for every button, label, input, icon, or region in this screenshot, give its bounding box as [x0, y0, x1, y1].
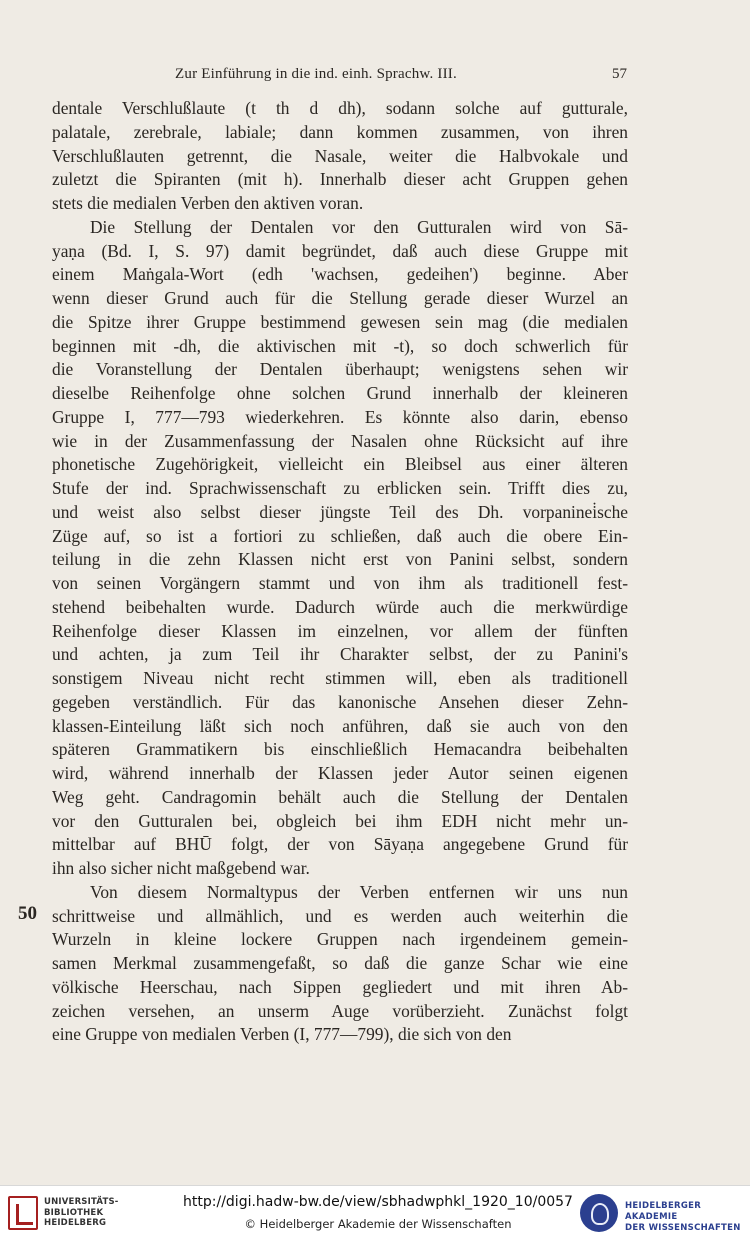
page-header [52, 66, 627, 88]
academy-logo[interactable] [580, 1192, 745, 1236]
text-line: zeichen versehen, an unserm Auge vorüberzieht. Zunächst folgt [52, 1000, 628, 1021]
copyright-notice: © Heidelberger Akademie der Wissenschaften [244, 1217, 512, 1231]
text-line: ihn also sicher nicht maßgebend war. [52, 858, 310, 878]
text-line: beginnen mit -dh, die aktivischen mit -t), so doch schwerlich für [52, 335, 628, 356]
text-line: einem Maṅgala-Wort (edh 'wachsen, gedeihen') beginne. Aber [52, 264, 628, 285]
academy-logo-line: HEIDELBERGER AKADEMIE [625, 1201, 702, 1222]
text-line: dentale Verschlußlaute (t th d dh), sodann solche auf gutturale, [52, 98, 628, 118]
text-line: die Spitze ihrer Gruppe bestimmend gewesen sein mag (die medialen [52, 311, 628, 332]
body-text [52, 97, 628, 1047]
library-logo-line: UNIVERSITÄTS- [44, 1197, 119, 1207]
text-line: und achten, ja zum Teil ihr Charakter selbst, der zu Panini's [52, 644, 628, 665]
text-line: Wurzeln in kleine lockere Gruppen nach irgendeinem gemein- [52, 929, 628, 950]
page-number: 57 [612, 66, 627, 82]
text-line: Weg geht. Candragomin behält auch die Stellung der Dentalen [52, 786, 628, 807]
text-line: Von diesem Normaltypus der Verben entfernen wir uns nun [90, 881, 628, 902]
text-line: gegeben verständlich. Für das kanonische Ansehen dieser Zehn- [52, 691, 628, 712]
text-line: Reihenfolge dieser Klassen im einzelnen, vor allem der fünften [52, 620, 628, 641]
text-line: wie in der Zusammenfassung der Nasalen ohne Rücksicht auf ihre [52, 430, 628, 451]
text-line: schrittweise und allmählich, und es werden auch weiterhin die [52, 905, 628, 926]
text-line: samen Merkmal zusammengefaßt, so daß die ganze Schar wie eine [52, 953, 628, 973]
text-line: wird, während innerhalb der Klassen jeder Autor seinen eigenen [52, 763, 628, 783]
academy-logo-line: DER WISSENSCHAFTEN [625, 1223, 741, 1233]
text-line: Stufe der ind. Sprachwissenschaft zu erblicken sein. Trifft dies zu, [52, 478, 628, 498]
library-logo-text [44, 1197, 119, 1229]
library-emblem-icon [8, 1196, 38, 1230]
text-line: klassen-Einteilung läßt sich noch anführen, daß sie auch von den [52, 715, 628, 736]
library-logo-line: HEIDELBERG [44, 1218, 107, 1228]
text-line: eine Gruppe von medialen Verben (I, 777—799), die sich von den [52, 1024, 512, 1045]
university-library-logo[interactable] [8, 1194, 138, 1234]
text-line: völkische Heerschau, nach Sippen gegliedert und mit ihren Ab- [52, 976, 628, 997]
text-line: mittelbar auf BHŪ folgt, der von Sāyaṇa angegebene Grund für [52, 834, 628, 855]
text-line: yaṇa (Bd. I, S. 97) damit begründet, daß auch diese Gruppe mit [52, 240, 628, 261]
text-line: vor den Gutturalen bei, obgleich bei ihm EDH nicht mehr un- [52, 810, 628, 831]
running-title: Zur Einführung in die ind. einh. Sprachw. III. [175, 66, 457, 82]
text-line: Züge auf, so ist a fortiori zu schließen, daß auch die obere Ein- [52, 525, 628, 546]
text-line: zuletzt die Spiranten (mit h). Innerhalb dieser acht Gruppen gehen [52, 169, 628, 190]
text-line: stehend beibehalten wurde. Dadurch würde auch die merkwürdige [52, 596, 628, 617]
text-line: von seinen Vorgängern stammt und von ihm als traditionell fest- [52, 573, 628, 593]
text-line: die Voranstellung der Dentalen überhaupt; wenigstens sehen wir [52, 359, 628, 380]
margin-number: 50 [18, 903, 37, 924]
text-line: Verschlußlauten getrennt, die Nasale, weiter die Halbvokale und [52, 145, 628, 166]
footer-bar [0, 1185, 750, 1241]
academy-logo-text [625, 1201, 745, 1234]
academy-emblem-icon [580, 1194, 618, 1232]
text-line: stets die medialen Verben den aktiven voran. [52, 193, 364, 213]
text-line: teilung in die zehn Klassen nicht erst von Panini selbst, sondern [52, 549, 628, 570]
text-line: Gruppe I, 777—793 wiederkehren. Es könnte also darin, ebenso [52, 406, 628, 427]
text-line: und weist also selbst dieser jüngste Teil des Dh. vorpaninei̇sche [52, 501, 628, 522]
library-logo-line: BIBLIOTHEK [44, 1207, 104, 1218]
text-line: Die Stellung der Dentalen vor den Gutturalen wird von Sā- [90, 216, 628, 237]
text-line: wenn dieser Grund auch für die Stellung gerade dieser Wurzel an [52, 288, 628, 308]
text-line: sonstigem Niveau nicht recht stimmen will, eben als traditionell [52, 668, 628, 688]
permalink-url[interactable]: http://digi.hadw-bw.de/view/sbhadwphkl_1920_10/0057 [183, 1194, 573, 1210]
text-line: späteren Grammatikern bis einschließlich Hemacandra beibehalten [52, 739, 628, 760]
text-line: palatale, zerebrale, labiale; dann kommen zusammen, von ihren [52, 121, 628, 142]
text-line: phonetische Zugehörigkeit, vielleicht ein Bleibsel aus einer älteren [52, 454, 628, 475]
text-line: dieselbe Reihenfolge ohne solchen Grund innerhalb der kleineren [52, 383, 628, 403]
